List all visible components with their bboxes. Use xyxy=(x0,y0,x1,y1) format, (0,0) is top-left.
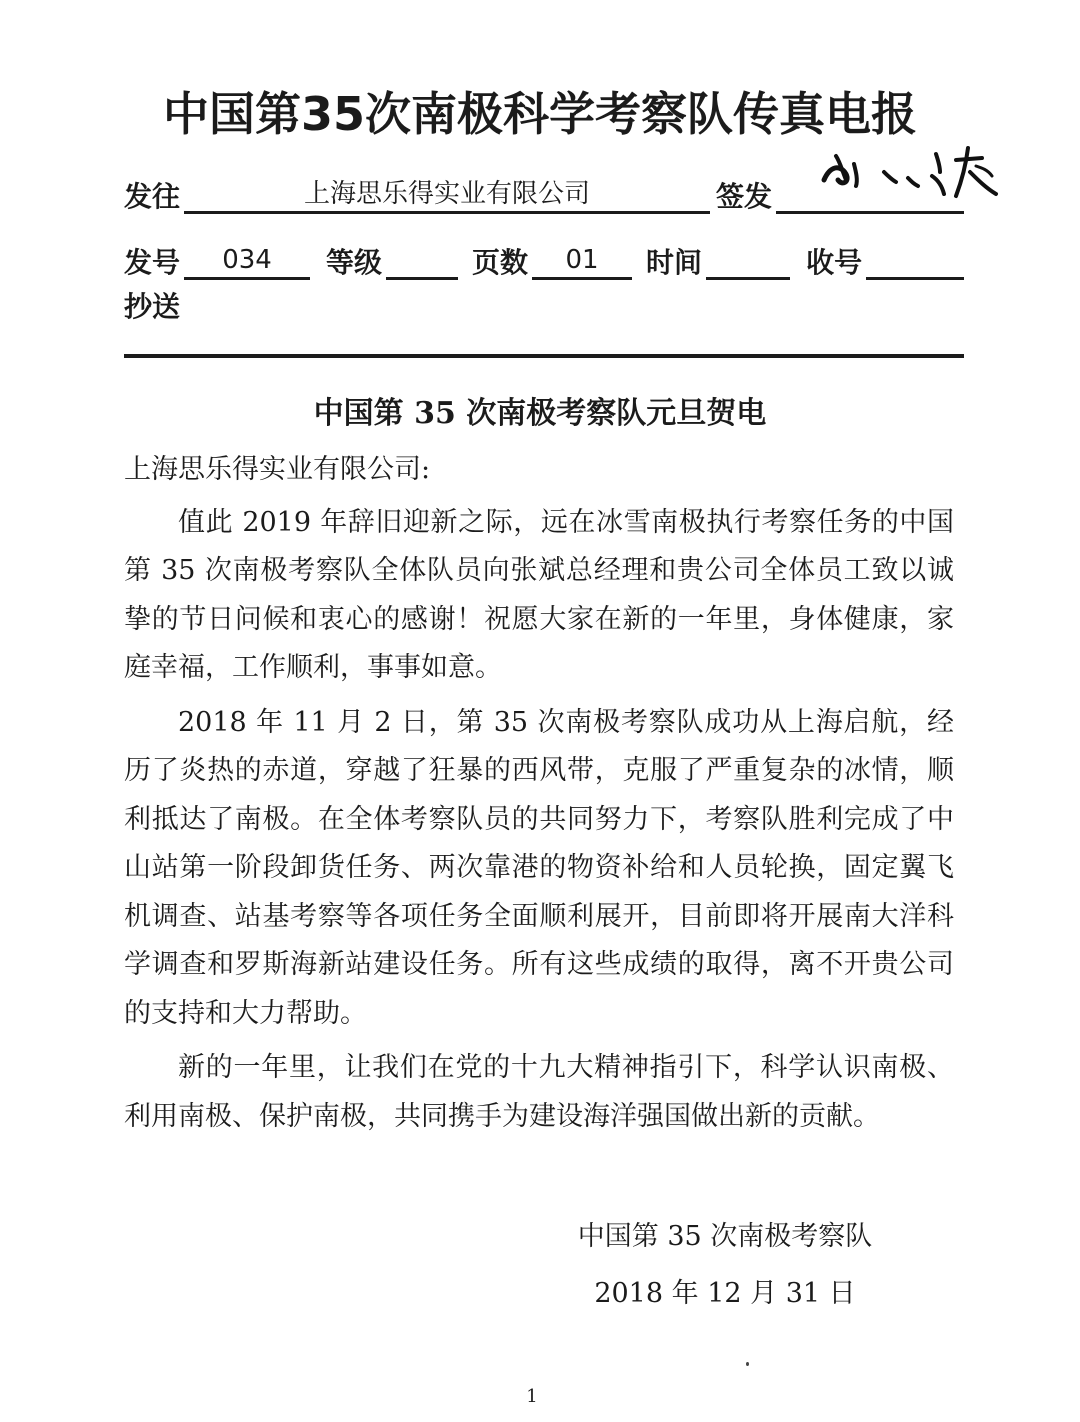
sender-name: 中国第 35 次南极考察队 xyxy=(577,1221,873,1252)
receipt-label: 收号 xyxy=(806,246,863,279)
pages-label: 页数 xyxy=(472,246,529,279)
header-row-meta xyxy=(124,236,964,280)
paragraph-3: 新的一年里，让我们在党的十九大精神指引下，科学认识南极、利用南极、保护南极，共同携手为建设海洋强国做出新的贡献。 xyxy=(124,1052,954,1132)
to-label: 发往 xyxy=(124,180,181,213)
grade-value xyxy=(386,243,458,280)
telegram-body xyxy=(124,446,954,1147)
cc-label: 抄送 xyxy=(124,290,181,323)
scan-speck xyxy=(746,1362,749,1366)
receipt-value xyxy=(866,243,964,280)
time-label: 时间 xyxy=(646,246,703,279)
to-value: 上海思乐得实业有限公司 xyxy=(184,177,710,214)
fax-title: 中国第35次南极科学考察队传真电报 xyxy=(162,87,917,141)
telegram-title: 中国第 35 次南极考察队元旦贺电 xyxy=(313,396,767,431)
number-label: 发号 xyxy=(124,246,181,279)
handwritten-signature xyxy=(806,136,1006,206)
number-value: 034 xyxy=(184,243,310,280)
salutation: 上海思乐得实业有限公司: xyxy=(124,454,431,485)
grade-label: 等级 xyxy=(326,246,383,279)
paragraph-1: 值此 2019 年辞旧迎新之际，远在冰雪南极执行考察任务的中国第 35 次南极考察队全体队员向张斌总经理和贵公司全体员工致以诚挚的节日问候和衷心的感谢！祝愿大家在新的一年里，身体健康，家庭幸福，工作顺利，事事如意。 xyxy=(124,506,954,683)
header-row-cc xyxy=(124,280,964,324)
sent-date: 2018 年 12 月 31 日 xyxy=(594,1278,856,1309)
header-divider xyxy=(124,354,964,358)
signer-label: 签发 xyxy=(716,180,773,213)
page-number: 1 xyxy=(526,1386,538,1407)
time-value xyxy=(706,243,790,280)
pages-value: 01 xyxy=(532,243,632,280)
paragraph-2: 2018 年 11 月 2 日，第 35 次南极考察队成功从上海启航，经历了炎热的赤道，穿越了狂暴的西风带，克服了严重复杂的冰情，顺利抵达了南极。在全体考察队员的共同努力下，考察队胜利完成了中山站第一阶段卸货任务、两次靠港的物资补给和人员轮换，固定翼飞机调查、站基考察等各项任务全面顺利展开，目前即将开展南大洋科学调查和罗斯海新站建设任务。所有这些成绩的取得，离不开贵公司的支持和大力帮助。 xyxy=(124,706,954,1029)
